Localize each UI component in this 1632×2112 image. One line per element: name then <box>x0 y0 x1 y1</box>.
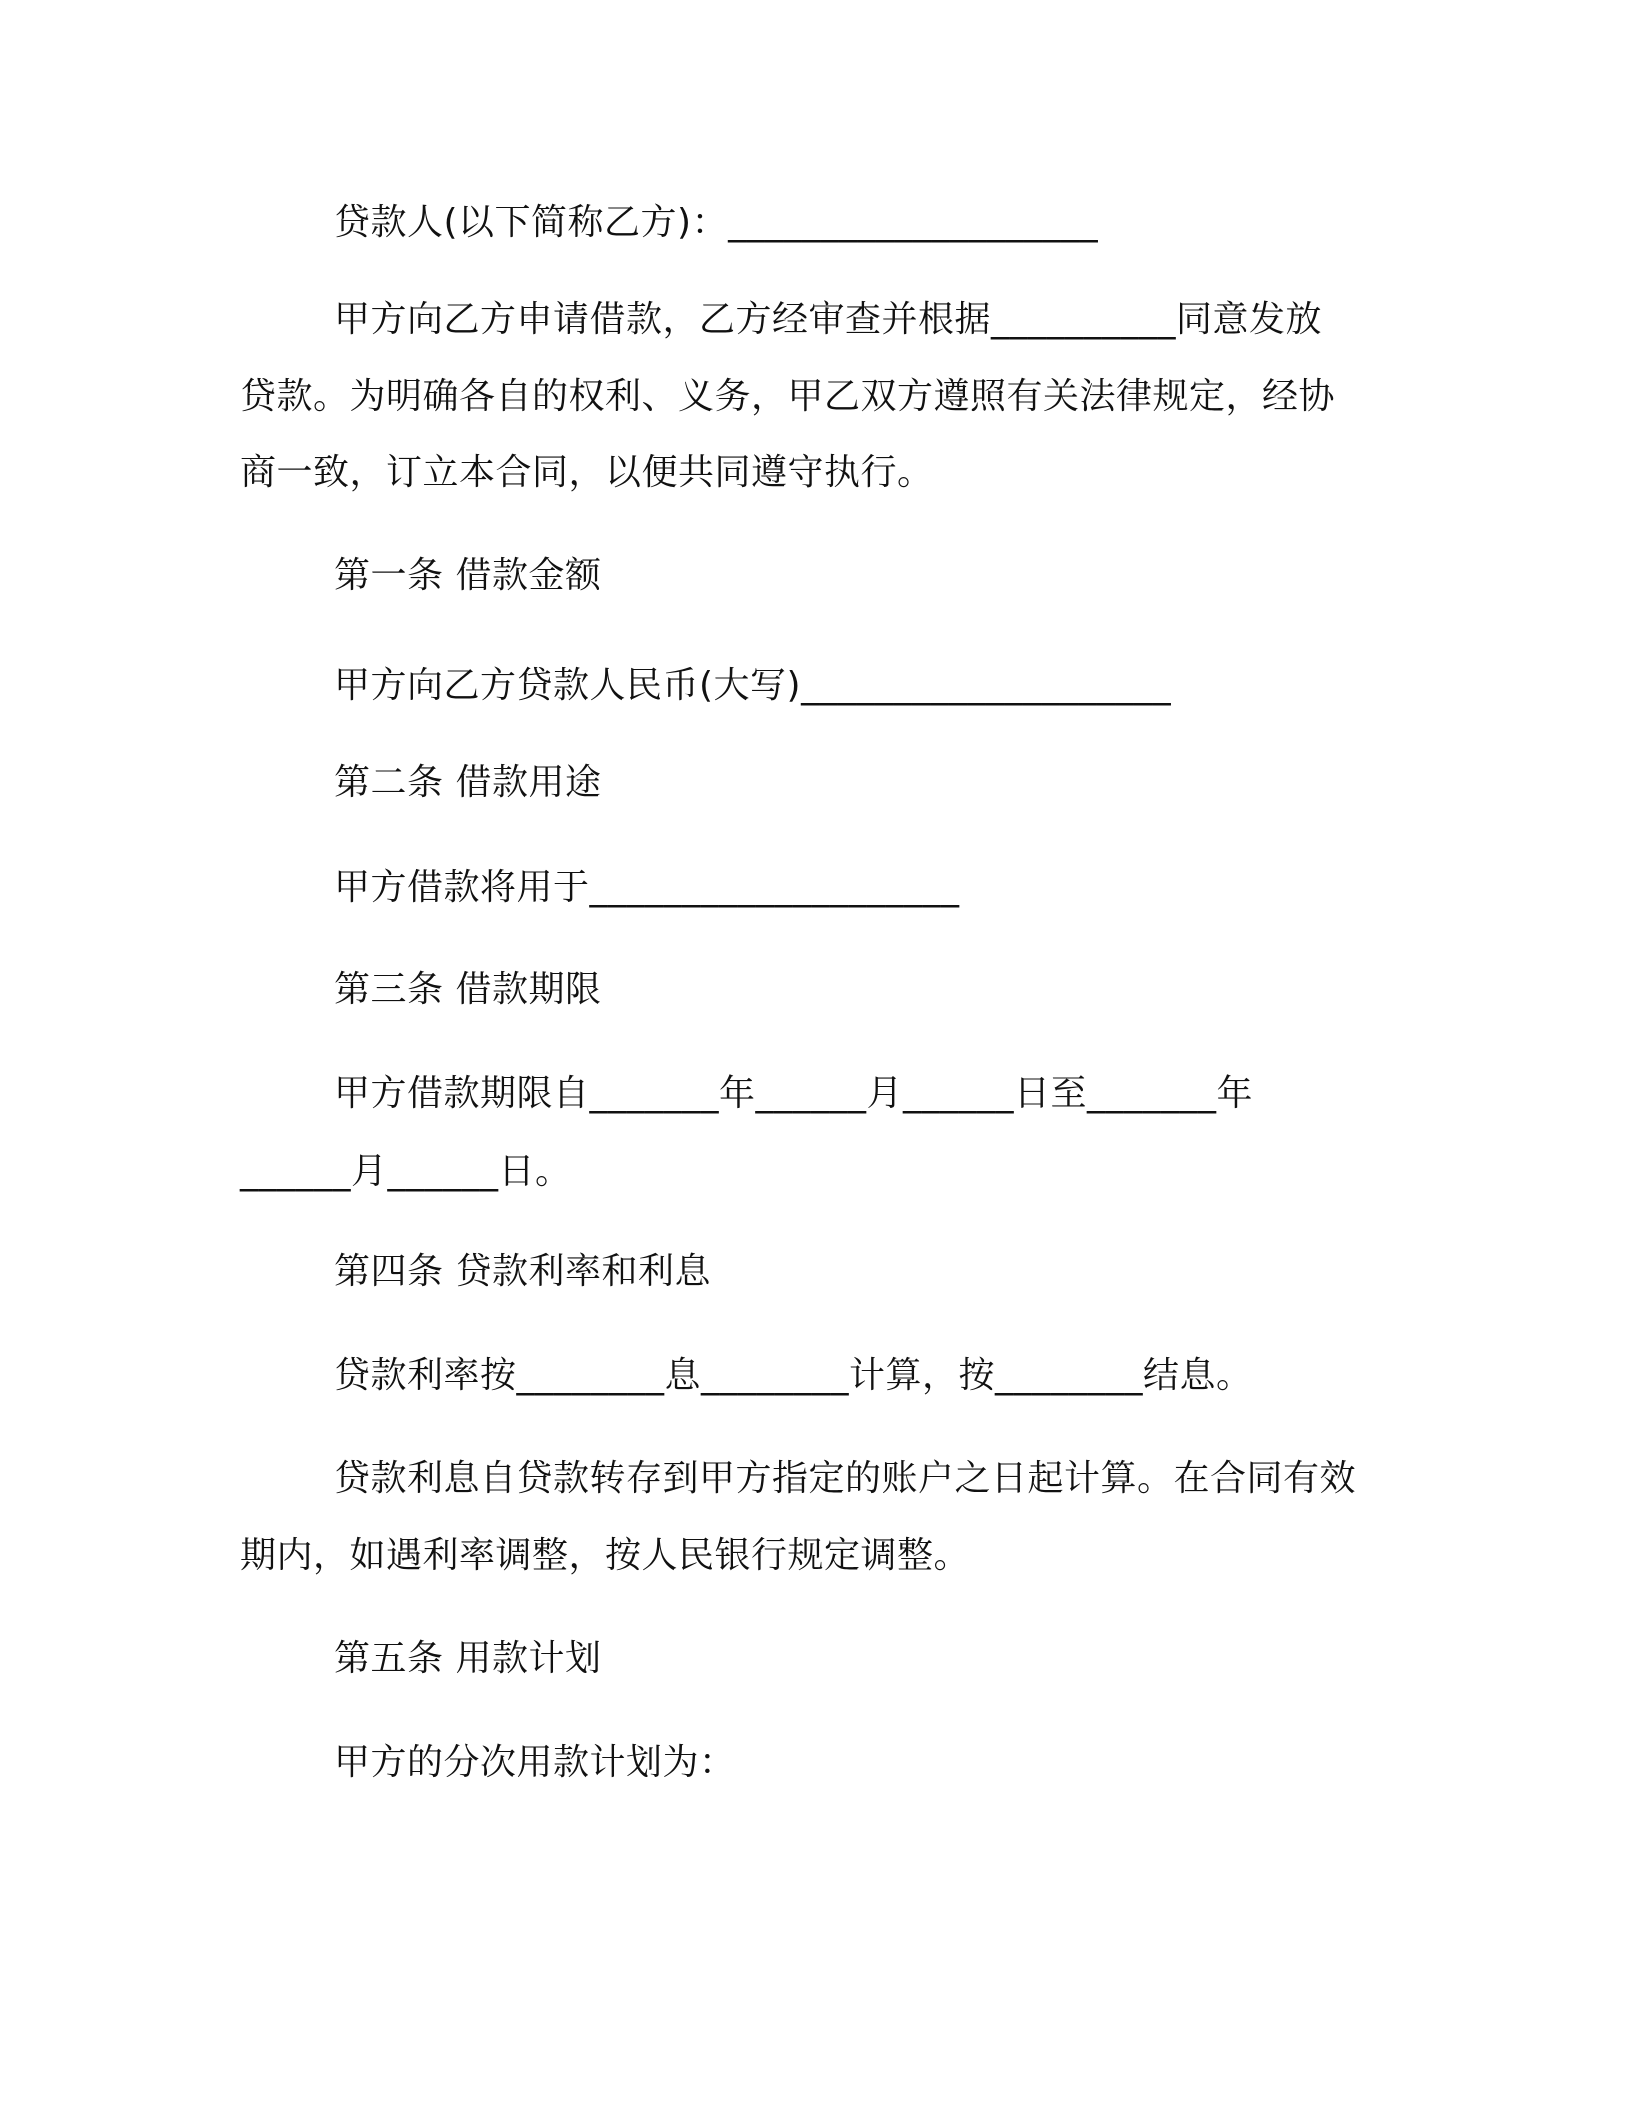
intro-line-1: 甲方向乙方申请借款，乙方经审查并根据__________同意发放 <box>334 299 1323 340</box>
article4-text-2-line-1: 贷款利息自贷款转存到甲方指定的账户之日起计算。在合同有效 <box>334 1458 1357 1499</box>
article5-heading: 第五条 用款计划 <box>334 1638 602 1679</box>
intro-line-3: 商一致，订立本合同，以便共同遵守执行。 <box>240 452 934 493</box>
article4-text-1: 贷款利率按________息________计算，按________结息。 <box>334 1355 1253 1396</box>
article3-text-line-1: 甲方借款期限自_______年______月______日至_______年 <box>334 1073 1254 1114</box>
article5-text: 甲方的分次用款计划为： <box>334 1742 736 1783</box>
article4-text-2-line-2: 期内，如遇利率调整，按人民银行规定调整。 <box>240 1535 971 1576</box>
intro-line-2: 贷款。为明确各自的权利、义务，甲乙双方遵照有关法律规定，经协 <box>240 376 1336 417</box>
article2-text: 甲方借款将用于____________________ <box>334 867 960 908</box>
article3-text-line-2: ______月______日。 <box>240 1151 572 1192</box>
article1-text: 甲方向乙方贷款人民币(大写)____________________ <box>334 665 1172 706</box>
article3-heading: 第三条 借款期限 <box>334 969 602 1010</box>
article1-heading: 第一条 借款金额 <box>334 555 602 596</box>
article4-heading: 第四条 贷款利率和利息 <box>334 1251 711 1292</box>
lender-line: 贷款人(以下简称乙方)：____________________ <box>334 202 1099 243</box>
article2-heading: 第二条 借款用途 <box>334 762 602 803</box>
